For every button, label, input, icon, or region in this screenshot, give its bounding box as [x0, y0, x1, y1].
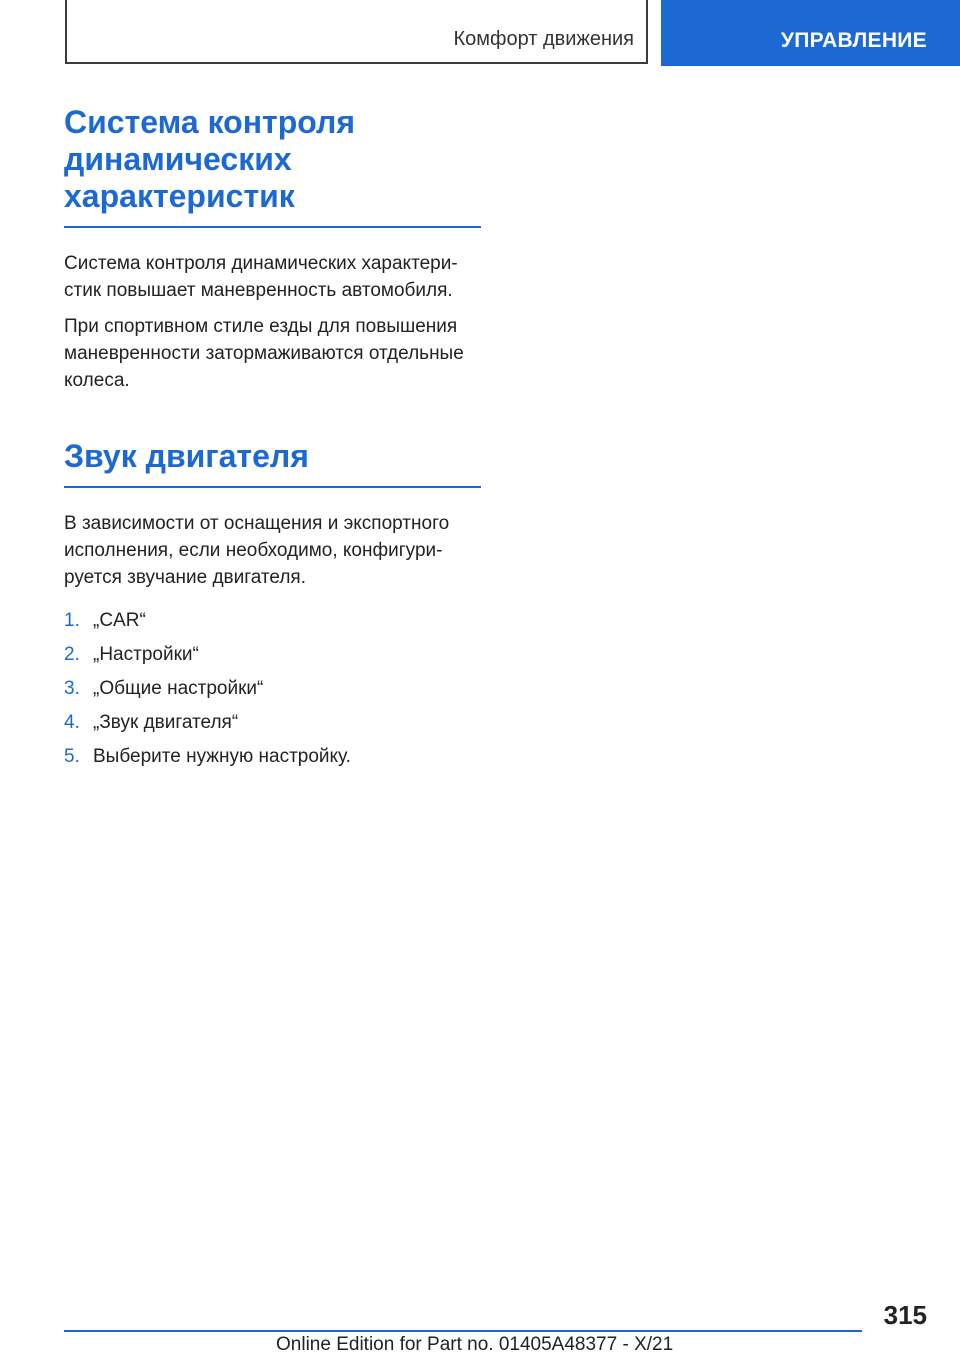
step-item [64, 743, 481, 770]
title-line: характеристик [64, 178, 295, 214]
paragraph-dynamic-control-1 [64, 250, 481, 304]
text-line: исполнения, если необходимо, конфигури- [64, 540, 443, 561]
section-title-dynamic-control [64, 104, 481, 228]
step-item [64, 709, 481, 736]
section-engine-sound [64, 438, 481, 770]
paragraph-engine-sound-intro [64, 510, 481, 591]
page-number: 315 [883, 1300, 927, 1330]
text-line: маневренности затормаживаются отдельные [64, 343, 464, 364]
text-line: руется звучание двигателя. [64, 567, 306, 588]
step-number: 5. [64, 746, 80, 767]
step-item [64, 607, 481, 634]
section-title-engine-sound: Звук двигателя [64, 438, 481, 488]
steps-list [64, 607, 481, 770]
paragraph-dynamic-control-2 [64, 313, 481, 394]
step-number: 3. [64, 678, 80, 699]
footer-edition-text: Online Edition for Part no. 01405A48377 - X/21 [276, 1334, 674, 1355]
text-line: Система контроля динамических характери- [64, 253, 458, 274]
step-number: 2. [64, 644, 80, 665]
footer-divider [64, 1330, 862, 1332]
text-line: В зависимости от оснащения и экспортного [64, 513, 450, 534]
step-item [64, 675, 481, 702]
title-line: Система контроля [64, 104, 355, 140]
step-text: „Общие настройки“ [93, 678, 264, 699]
title-line: динамических [64, 141, 292, 177]
text-line: стик повышает маневренность автомобиля. [64, 280, 453, 301]
header-section-title: Комфорт движения [453, 28, 634, 50]
step-number: 1. [64, 610, 80, 631]
step-text: „CAR“ [93, 610, 146, 631]
step-text: „Звук двигателя“ [93, 712, 239, 733]
header-chapter-label: УПРАВЛЕНИЕ [780, 29, 927, 52]
step-item [64, 641, 481, 668]
step-number: 4. [64, 712, 80, 733]
main-column [64, 104, 481, 777]
header-chapter-tab [661, 0, 960, 66]
text-line: При спортивном стиле езды для повышения [64, 316, 458, 337]
step-text: „Настройки“ [93, 644, 199, 665]
text-line: колеса. [64, 370, 130, 391]
step-text: Выберите нужную настройку. [93, 746, 351, 767]
header-section-box [65, 0, 648, 64]
